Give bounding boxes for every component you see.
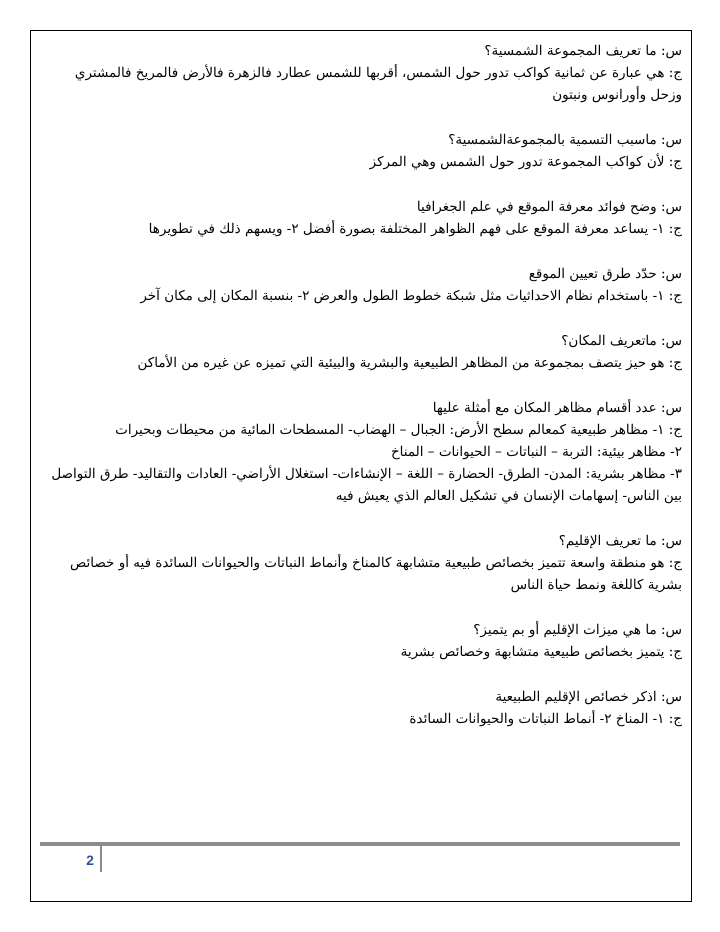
- answer: ج: ١- يساعد معرفة الموقع على فهم الظواهر المختلفة بصورة أفضل ٢- ويسهم ذلك في تطويرها: [148, 221, 682, 237]
- answer: ج: يتميز بخصائص طبيعية متشابهة وخصائص بشرية: [400, 644, 682, 660]
- answer-natural: ج: ١- مظاهر طبيعية كمعالم سطح الأرض: الجبال – الهضاب- المسطحات المائية من محيطات وبحيرات: [115, 422, 682, 438]
- answer: ج: لأن كواكب المجموعة تدور حول الشمس وهي المركز: [369, 154, 682, 170]
- question: س: اذكر خصائص الإقليم الطبيعية: [495, 689, 682, 705]
- answer: ج: هو منطقة واسعة تتميز بخصائص طبيعية متشابهة كالمناخ وأنماط النباتات والحيوانات السائدة فيه أو خصائص بشرية كاللغة ونمط حياة الناس: [69, 555, 682, 593]
- qa-place-features: [40, 397, 682, 507]
- question: س: ماتعريف المكان؟: [561, 333, 682, 349]
- answer: ج: هي عبارة عن ثمانية كواكب تدور حول الشمس، أقربها للشمس عطارد فالزهرة فالأرض فالمريخ فالمشتري وزحل وأورانوس ونبتون: [74, 65, 682, 103]
- answer: ج: ١- باستخدام نظام الاحداثيات مثل شبكة خطوط الطول والعرض ٢- بنسبة المكان إلى مكان آخر: [140, 288, 682, 304]
- answer-human: ٣- مظاهر بشرية: المدن- الطرق- الحضارة – اللغة – الإنشاءات- استغلال الأراضي- العادات والتقاليد- طرق التواصل بين الناس- إسهامات الإنسان في تشكيل العالم الذي يعيش فيه: [51, 466, 682, 504]
- qa-solar-system-naming: [40, 129, 682, 173]
- qa-region-definition: [40, 530, 682, 596]
- answer-environmental: ٢- مظاهر بيئية: التربة – النباتات – الحيوانات – المناخ: [390, 444, 682, 460]
- footer-rule: [40, 842, 680, 846]
- qa-place-definition: [40, 330, 682, 374]
- question: س: ما تعريف المجموعة الشمسية؟: [484, 43, 682, 59]
- qa-solar-system-definition: [40, 40, 682, 106]
- page-number: 2: [86, 852, 94, 868]
- qa-location-benefits: [40, 196, 682, 240]
- question: س: وضح فوائد معرفة الموقع في علم الجغرافيا: [416, 199, 682, 215]
- question: س: ما هي ميزات الإقليم أو بم يتميز؟: [473, 622, 682, 638]
- question: س: ماسبب التسمية بالمجموعةالشمسية؟: [448, 132, 682, 148]
- qa-region-traits: [40, 619, 682, 663]
- document-body: [40, 40, 682, 753]
- qa-region-natural-traits: [40, 686, 682, 730]
- qa-location-methods: [40, 263, 682, 307]
- answer: ج: ١- المناخ ٢- أنماط النباتات والحيوانات السائدة: [409, 711, 682, 727]
- question: س: ما تعريف الإقليم؟: [558, 533, 682, 549]
- footer-divider: [100, 842, 102, 872]
- question: س: حدّد طرق تعيين الموقع: [528, 266, 682, 282]
- question: س: عدد أقسام مظاهر المكان مع أمثلة عليها: [432, 400, 682, 416]
- answer: ج: هو حيز يتصف بمجموعة من المظاهر الطبيعية والبشرية والبيئية التي تميزه عن غيره من الأماكن: [137, 355, 682, 371]
